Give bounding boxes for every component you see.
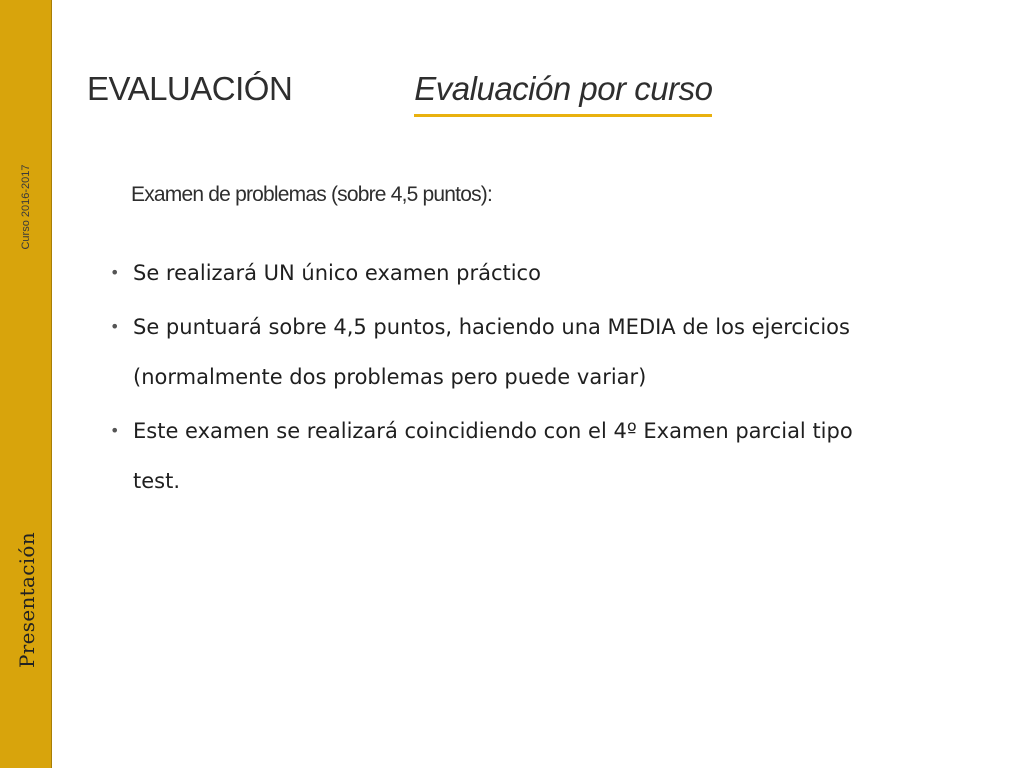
bullet-list (110, 248, 890, 510)
bullet-dot-icon: • (110, 421, 120, 440)
bullet-item (110, 406, 890, 506)
sidebar (0, 0, 52, 768)
slide-title (87, 70, 712, 126)
bullet-text: Este examen se realizará coincidiendo con el 4º Examen parcial tipo test. (133, 419, 853, 493)
bullet-dot-icon: • (110, 317, 120, 336)
section-heading: Examen de problemas (sobre 4,5 puntos): (131, 183, 493, 206)
bullet-text: Se realizará UN único examen práctico (133, 261, 541, 285)
bullet-item (110, 302, 890, 402)
bullet-item (110, 248, 890, 298)
sidebar-course-label: Curso 2016-2017 (20, 164, 32, 250)
title-subtitle: Evaluación por curso (414, 70, 712, 117)
bullet-dot-icon: • (110, 263, 120, 282)
bullet-text: Se puntuará sobre 4,5 puntos, haciendo una MEDIA de los ejercicios (normalmente dos problemas pero puede variar) (133, 315, 850, 389)
sidebar-section-label: Presentación (15, 532, 39, 668)
title-main: EVALUACIÓN (87, 70, 293, 107)
